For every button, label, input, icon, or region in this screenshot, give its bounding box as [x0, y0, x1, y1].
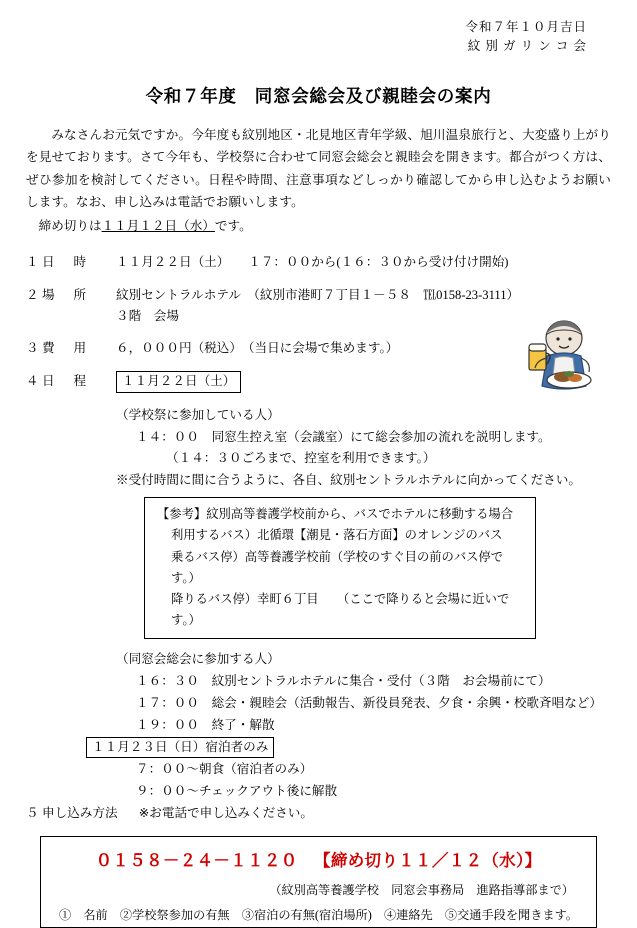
apply-label: 申し込み方法 — [42, 805, 118, 820]
contact-phone-number[interactable]: ０１５８－２４－１１２０ — [95, 850, 298, 870]
bus-info-line-3: 乗るバス停）高等養護学校前（学校のすぐ目の前のバス停です。） — [171, 549, 504, 585]
schedule-day2-group — [26, 737, 611, 802]
person-with-beer-and-food-illustration — [517, 318, 609, 400]
schedule-meeting-line-2: １７：００ 総会・親睦会（活動報告、新役員発表、夕食・余興・校歌斉唱など） — [136, 695, 602, 710]
header-organization: 紋 別 ガ リ ン コ 会 — [467, 39, 587, 54]
schedule-school-line-1: １４：００ 同窓生控え室（会議室）にて総会参加の流れを説明します。 — [136, 429, 551, 444]
schedule-meeting-line-3: １９：００ 終了・解散 — [136, 717, 275, 732]
intro-text: みなさんお元気ですか。今年度も紋別地区・北見地区青年学級、旭川温泉旅行と、大変盛り上がりを見せております。さて今年も、学校祭に合わせて同窓会総会と親睦会を開きます。都合がつく方は、ぜひ参加を検討してください。日程や時間、注意事項などしっかり確認してから申し込むようお願いします。なお、申し込みは電話でお願いします。 — [26, 127, 611, 209]
bus-info-box — [144, 497, 536, 639]
deadline-date: １１月１２日（水） — [101, 219, 215, 234]
schedule-school-group — [26, 405, 611, 492]
bus-info-line-1: 【参考】紋別高等養護学校前から、バスでホテルに移動する場合 — [157, 507, 513, 522]
schedule-meeting-line-1: １６：３０ 紋別セントラルホテルに集合・受付（３階 お会場前にて） — [136, 674, 551, 688]
schedule-school-note: ※受付時間に間に合うように、各自、紋別セントラルホテルに向かってください。 — [116, 473, 581, 488]
deadline-line — [26, 215, 611, 237]
schedule-meeting-heading: （同窓会総会に参加する人） — [116, 652, 280, 667]
contact-deadline: 【締め切り１１／１２（水）】 — [314, 850, 542, 870]
bus-info-line-2: 利用するバス）北循環【潮見・落石方面】のオレンジのバス — [171, 528, 503, 543]
item-number: ２ — [26, 287, 39, 302]
schedule-meeting-group — [26, 649, 611, 736]
item-label: 費 用 — [42, 341, 90, 356]
item-number: １ — [26, 254, 39, 269]
apply-note: ※お電話で申し込みください。 — [138, 805, 313, 820]
item-apply — [26, 803, 611, 824]
deadline-suffix: です。 — [214, 219, 252, 234]
item-number: ５ — [26, 805, 39, 820]
item-value: ６，０００円（税込） （当日に会場で集めます。） — [116, 341, 399, 356]
item-label: 日 程 — [42, 374, 90, 389]
item-number: ３ — [26, 341, 39, 356]
day2-line-1: ７：００～朝食（宿泊者のみ） — [136, 762, 313, 777]
schedule-school-line-2: （１４：３０ごろまで、控室を利用できます。） — [166, 451, 436, 466]
spacer — [26, 639, 611, 649]
bus-info-line-4: 降りるバス停）幸町６丁目 （ここで降りると会場に近いです。） — [171, 591, 510, 627]
item-number: ４ — [26, 374, 39, 389]
header-date: 令和７年１０月吉日 — [465, 20, 587, 34]
deadline-prefix: 締め切りは — [38, 219, 102, 234]
item-value-secondary: ３階 会場 — [116, 308, 179, 323]
day2-line-2: ９：００～チェックアウト後に解散 — [136, 783, 338, 798]
day2-date-box: １１月２３日（日）宿泊者のみ — [86, 737, 274, 758]
item-label: 日 時 — [42, 254, 90, 269]
item-datetime — [26, 252, 611, 273]
item-value: １１月２２日（土） １７：００から(１６：３０から受け付け開始) — [116, 254, 509, 269]
schedule-school-heading: （学校祭に参加している人） — [116, 407, 280, 422]
contact-box — [40, 836, 597, 928]
intro-paragraph — [26, 124, 611, 214]
contact-department: （紋別高等養護学校 同窓会事務局 進路指導部まで） — [269, 882, 574, 897]
item-label: 場 所 — [42, 287, 90, 302]
item-value: 紋別セントラルホテル （紋別市港町７丁目１－５８ ℡0158-23-3111） — [116, 287, 520, 302]
contact-required-items: ① 名前 ②学校祭参加の有無 ③宿泊の有無(宿泊場所) ④連絡先 ⑤交通手段を聞きます。 — [58, 907, 578, 922]
schedule-date-box: １１月２２日（土） — [116, 371, 241, 392]
document-header — [26, 18, 611, 57]
page-title: 令和７年度 同窓会総会及び親睦会の案内 — [145, 85, 492, 106]
